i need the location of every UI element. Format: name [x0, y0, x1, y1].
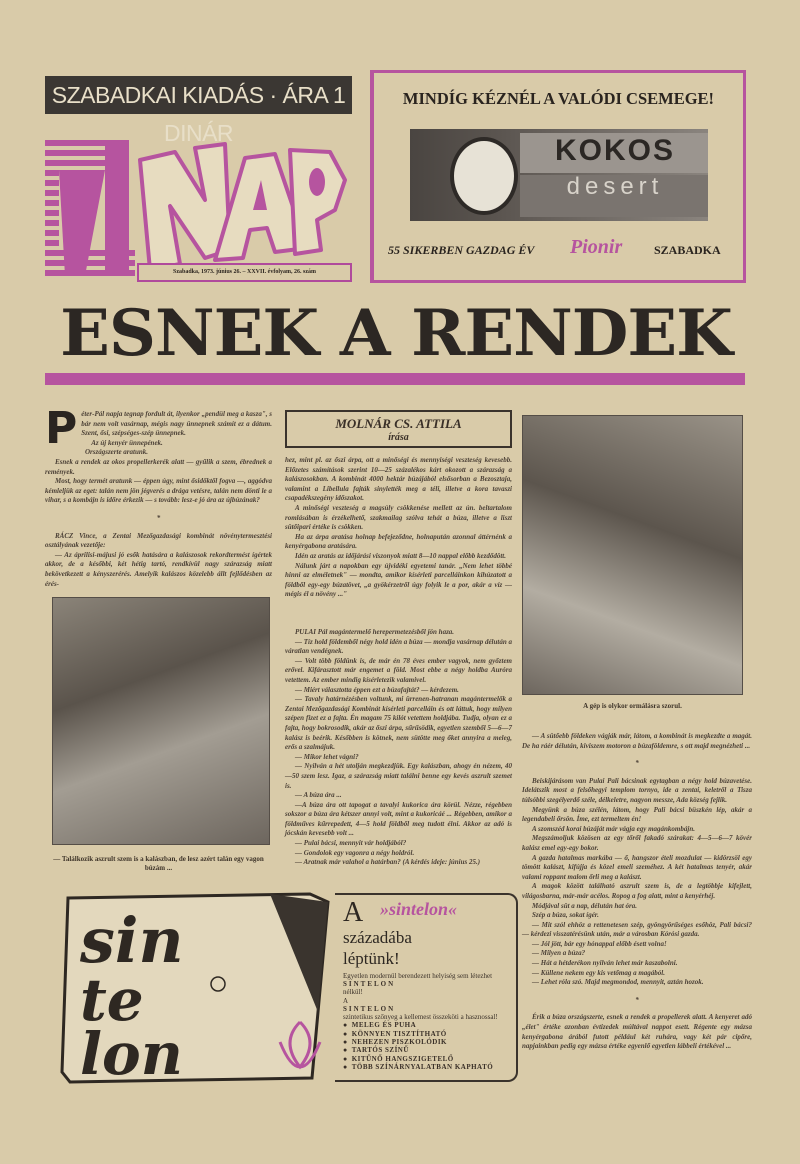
product-subname: desert [566, 173, 664, 200]
kokos-desert-ad [370, 70, 746, 283]
sintelon-logo [60, 892, 332, 1084]
section-separator: * [635, 759, 639, 768]
article-left-column: P éter-Pál napja tegnap fordult át, ilyenkor „pendül meg a kasza", s bár nem volt vasárnap, mégis nagy ünnepnek számít ez a dátum. Szent, ősi, szépséges-szép ünnepnek. Az új kenyér ünnepének. Országszerte aratunk. Esnek a rendek az okos propellerkerék alatt — gyűlik a szem, ébrednek a remények. Most, hogy termét aratunk — éppen úgy, mint ősidőktől fogva —, aggódva kémleljük az eget: talán nem jön jégverés a drága vetésre, talán nem dönti le a vihar, s a kombájn is időre érkezik — s tovább: lesz-e jó ára az újbúzának? * RÁCZ Vince, a Zentai Mezőgazdasági kombinát növénytermesztési osztályának vezetője: — Az áprilisi-májusi jó esők hatására a kalászosok rekordtermést ígértek akkor, de a későbbi, két hétig tartó, rendkívül nagy szárazság miatt bekövetkezett a kényszerérés. Amelyik kalászos közelebb állt fejlődésben az érés- [45, 403, 272, 588]
svg-text:lon: lon [80, 1020, 183, 1084]
photo-farmer-in-wheat [52, 597, 270, 845]
photo-man-repairing-combine [522, 415, 743, 695]
section-separator: * [156, 513, 161, 522]
ad-city: SZABADKA [654, 243, 721, 257]
article-middle-column: hez, mint pl. az őszi árpa, ott a minőségi és mennyiségi veszteség kevesebb. Előzetes számítások szerint 10—25 százalékos kárt okozott a szárazság a kalászosokban. A kombinát 4000 hektár búzájából elsősorban a Bezosztaja, valamint a Libellula fajták sinylették meg a téli, illetve a kora tavaszi csapadékszegény időszakot. A minőségi veszteség a magsúly csökkenése mellett az ún. beltartalom romlásában is érzékelhető, szakmailag szólva tehát a búza, illetve a liszt sütőipari értéke is csökken. Ha az árpa aratása holnap befejeződne, holnapután azonnal áttérnénk a kenyérgabona aratására. Idén az aratás az időjárási viszonyok miatt 8—10 nappal előbb kezdődött. Nálunk járt a napokban egy újvidéki egyetemi tanár. „Nem lehet többé hinni az elméletnek" — mondta, amikor kísérleti parcelláinkon kihúzatott a földből egy-egy búzatövet, „a gyökérzetről úgy folyik le a por, akár a víz — mégis él a növény ..." [285, 456, 512, 599]
edition-price-banner: SZABADKAI KIADÁS · ÁRA 1 DINÁR [45, 76, 352, 114]
byline-sub: írása [388, 432, 409, 443]
pionir-brand-logo: Pionir [570, 236, 623, 258]
byline-box [285, 410, 512, 448]
section-separator: * [635, 995, 639, 1004]
photo-caption: A gép is olykor ormálásra szorul. [583, 702, 682, 710]
ad-title: MINDÍG KÉZNÉL A VALÓDI CSEMEGE! [402, 89, 715, 108]
main-headline: ESNEK A RENDEK [60, 296, 732, 371]
7nap-logo [45, 140, 352, 282]
article-middle-column-2: PULAI Pál magántermelő herepermetezésből jön haza. — Tíz hold földemből négy hold idén a búza — mondja vasárnap délután a váratlan vendégnek. — Volt több földünk is, de már én 78 éves ember vagyok, nem győztem erővel. Kifárasztott már engemet a föld. Most ebbe a négy holdba Auróra vetettem. Az ember mindig kísérletezik valamivel. — Miért választotta éppen ezt a búzafajtát? — kérdezem. — Tavaly határnézésben voltunk, mi ürrenen-hatranan magántermelők a Zentai Mezőgazdasági Kombinát kísérleti parcelláin és ott láttuk, hogy milyen szépen fizet ez a fajta. Én magam 75 kilót vetettem holdjába. Tudja, olyan ez a fajta, hogy bokrosodik, akár az őszi árpa, sűrűsödik, egyetlen szemből 5—6—7 kalász is beérik. Későbben is kötnek, nem sütötte meg őket annyira a meleg, erős a szalmájuk. — Mikor lehet vágni? — Nyilván a hét utolján megkezdjük. Egy kalászban, ahogy én nézem, 40—50 szem lesz. Igaz, a szárazság miatt találni benne egy kevés aszrult szemet is. — A búza ára ... —A búza ára ott tapogat a tavalyi kukorica ára körül. Nézze, régebben sokszor a búza ára kétszer annyi volt, mint a kukoricáé ... Régebben, amikor a földműves kűrrepedett, 4—5 hold földből meg tudott élni. Akkor az adó is jócskán kevesebb volt ... — Pulai bácsi, mennyit vár holdjából? — Gondolok egy vagonra a négy holdról. — Aratnak már valahol a határban? (A kérdés ideje: június 25.) [285, 628, 512, 867]
sintelon-ad-text: A »sintelon« századába léptünk! Egyetlen modernül berendezett helyiség sem létezhet SINTELON nélkül! A SINTELON szintetikus szőnyeg a kellemest összeköti a hasznossal! ● MELEG ÉS PUHA ● KÖNNYEN TISZTÍTHATÓ ● NEHEZEN PISZKOLÓDIK ● TARTÓS SZÍNŰ ● KITŰNŐ HANGSZIGETELŐ ● TÖBB SZÍNÁRNYALATBAN KAPHATÓ [335, 893, 518, 1082]
coconut-image [450, 137, 518, 215]
kokos-product-image [410, 129, 708, 221]
photo-caption: — Találkozik aszrult szem is a kalászban, de lesz azért talán egy vagon búzám ... [53, 855, 264, 872]
product-name: KOKOS [554, 134, 675, 167]
drop-cap: P [45, 403, 78, 454]
svg-text:sin: sin [80, 904, 184, 977]
article-right-column: — A sütőebb földeken vágják már, látom, a kombinát is megkezdte a magát. De ha ráér délután, kiviszem motoron a búzaföldemre, s ott majd megnézheti ... * Beiskijárásom van Pulai Pali bácsinak egytagban a négy hold búzavetése. Idelátszik most a felsőhegyi templom tornyo, ide a zentai, keletről a Tisza túlsóbbi szegélyerdő széle, délkeletre, nagyon messze, Ada község fejlik. Megyünk a búza szélén, látom, hogy Pali bácsi büszkén lép, akár a legendabeli őrsön. Íme, ezt termeltem én! A szomszéd korai búzáját már vágja egy magánkombájn. Megszámoljuk közösen az egy tőről fakadó szárakat: 4—5—6—7 kövér kalász emel egy-egy bokor. A gazda hatalmas markába — ő, hangszor ételi mozdulat — kidörzsöl egy tömött kalászt, kifújja és közel emeli szeméhez. A két hatalmas tenyér, akár valami roppant malom őrli meg a kalászt. A magok között található aszrult szem is, de a legtöbbje kifejlett, világosbarna, már-már acélos. Ropog a fog alatt, mint a kenyérhéj. Módjával süt a nap, délután hat óra. Szép a búza, sokat ígér. — Mit szól ehhöz a rettenetesen szép, gyöngyörűséges esőhöz, Pali bácsi? — kérdezi visszatérésünk után, már a városban Kórósi gazda. — Jól jött, bár egy hónappal előbb ésett volna! — Milyen a búza? — Hát a hétderékon nyilván lehet már kaszabolni. — Küllene nekem egy kis vetőmag a magából. — Lehet róla szó. Majd megmondod, mennyit, aztán hozok. * Érik a búza országszerte, esnek a rendek a propellerek alatt. A kenyeret adó „élet" értéke azonban évtizedek múltával nappot esett. Régente egy mázsa kenyérgabona árából futott például két ruhára, vagy két pár cipőre, napjainkban pedig egy mázsa értéke egyenlő egyetlen lábbeli értékével ... [522, 732, 752, 1051]
sintelon-brand: »sintelon« [380, 899, 458, 919]
ad-slogan: 55 SIKERBEN GAZDAG ÉV [388, 243, 535, 257]
feature-list: ● MELEG ÉS PUHA ● KÖNNYEN TISZTÍTHATÓ ● NEHEZEN PISZKOLÓDIK ● TARTÓS SZÍNŰ ● KITŰNŐ HANGSZIGETELŐ ● TÖBB SZÍNÁRNYALATBAN KAPHATÓ [343, 1021, 508, 1071]
accent-divider [45, 373, 745, 385]
author-name: MOLNÁR CS. ATTILA [335, 416, 462, 431]
dateline: Szabadka, 1973. június 26. – XXVII. évfolyam, 26. szám [137, 263, 352, 282]
svg-text:te: te [80, 966, 144, 1034]
